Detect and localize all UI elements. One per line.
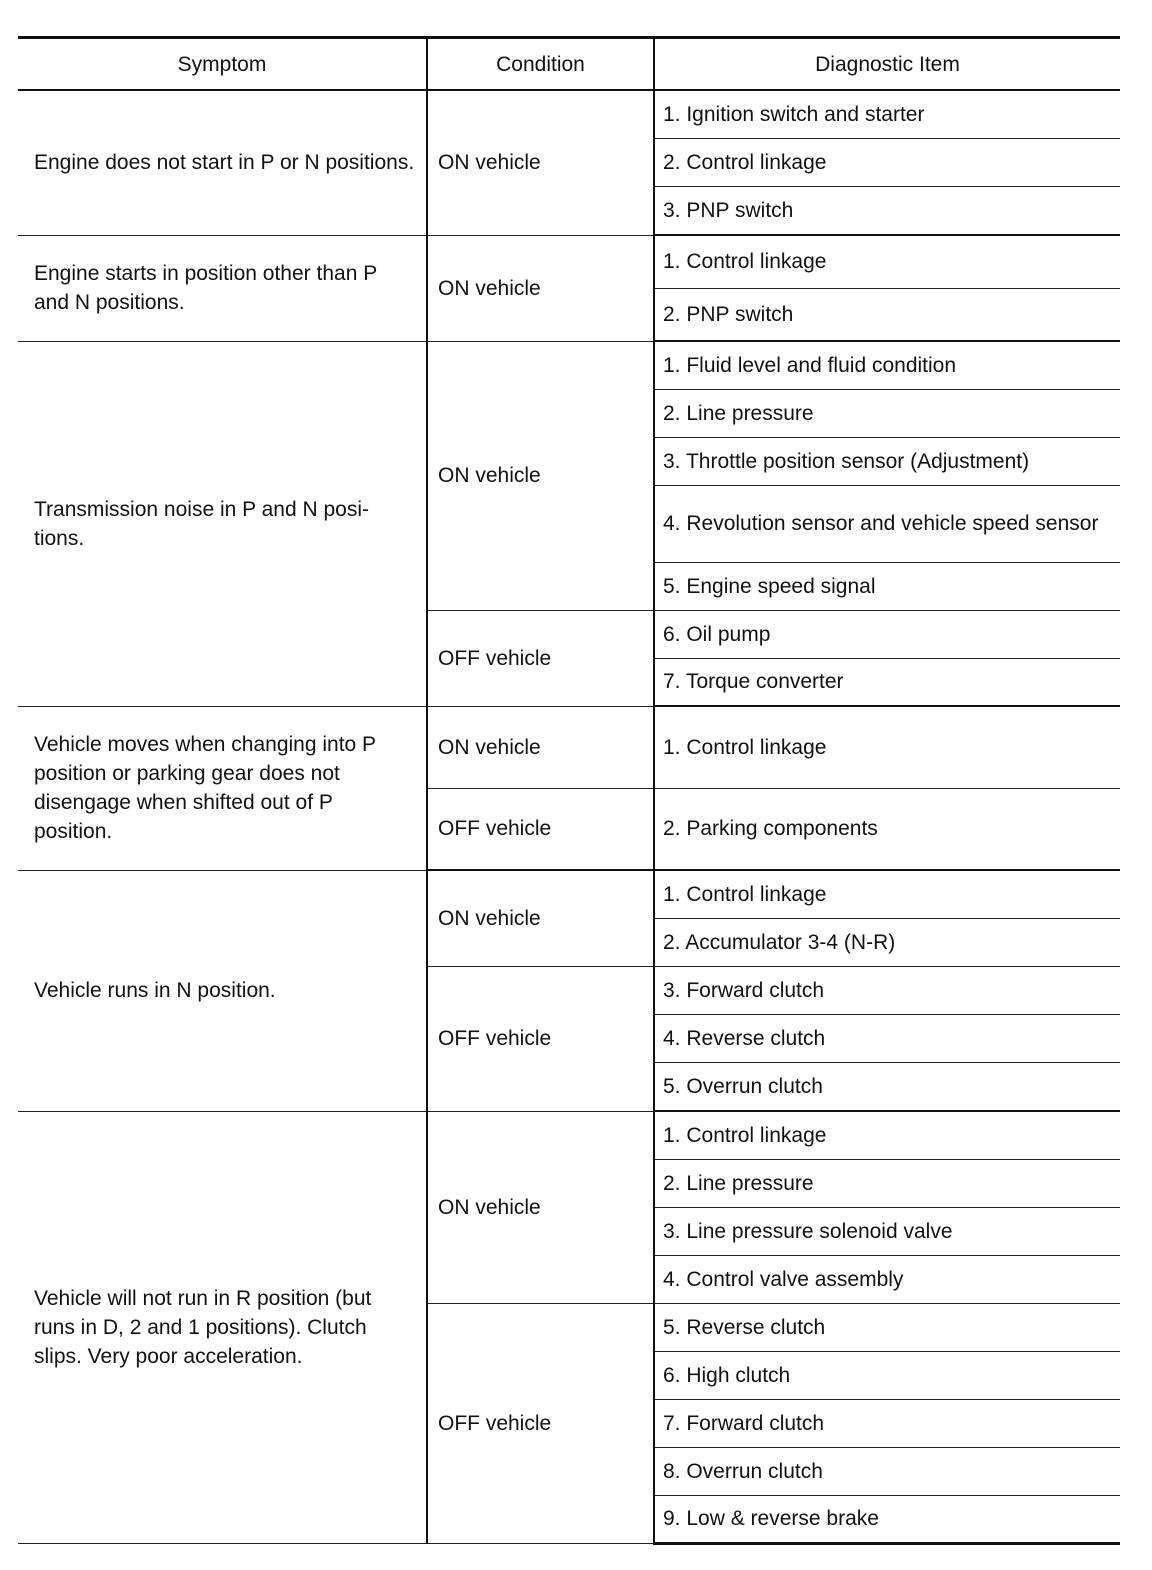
diagnostic-item-cell: 5. Engine speed signal (654, 562, 1120, 610)
condition-cell: ON vehicle (427, 235, 654, 341)
symptom-cell: Engine starts in position other than P and N positions. (18, 235, 427, 341)
diagnostic-item-cell: 3. Throttle position sensor (Adjustment) (654, 437, 1120, 485)
diagnostic-item-cell: 4. Reverse clutch (654, 1014, 1120, 1062)
header-condition: Condition (427, 38, 654, 91)
diagnostic-item-cell: 6. High clutch (654, 1351, 1120, 1399)
diagnostic-item-cell: 2. Line pressure (654, 1159, 1120, 1207)
table-row (18, 870, 1120, 918)
table-row (18, 341, 1120, 389)
diagnostic-item-cell: 3. Line pressure solenoid valve (654, 1207, 1120, 1255)
diagnostic-item-cell: 7. Forward clutch (654, 1399, 1120, 1447)
symptom-cell: Vehicle moves when changing into P position or parking gear does not disengage when shifted out of P position. (18, 706, 427, 870)
diagnostic-item-cell: 2. PNP switch (654, 288, 1120, 341)
diagnostic-item-cell: 3. PNP switch (654, 186, 1120, 235)
condition-cell: ON vehicle (427, 90, 654, 235)
condition-cell: ON vehicle (427, 706, 654, 788)
condition-cell: OFF vehicle (427, 610, 654, 706)
header-symptom: Symptom (18, 38, 427, 91)
symptom-cell: Vehicle runs in N position. (18, 870, 427, 1111)
header-row (18, 38, 1120, 91)
diagnostic-item-cell: 8. Overrun clutch (654, 1447, 1120, 1495)
condition-cell: OFF vehicle (427, 788, 654, 870)
diagnostic-item-cell: 9. Low & reverse brake (654, 1495, 1120, 1543)
diagnostic-item-cell: 6. Oil pump (654, 610, 1120, 658)
condition-cell: ON vehicle (427, 870, 654, 966)
diagnostic-item-cell: 1. Ignition switch and starter (654, 90, 1120, 138)
diagnostic-item-cell: 7. Torque converter (654, 658, 1120, 706)
diagnostic-item-cell: 2. Control linkage (654, 138, 1120, 186)
symptom-cell: Transmission noise in P and N posi-tions. (18, 341, 427, 706)
diagnostic-item-cell: 5. Overrun clutch (654, 1062, 1120, 1111)
diagnostic-item-cell: 5. Reverse clutch (654, 1303, 1120, 1351)
symptom-cell: Engine does not start in P or N positions. (18, 90, 427, 235)
condition-cell: ON vehicle (427, 1111, 654, 1303)
diagnostic-item-cell: 1. Control linkage (654, 235, 1120, 288)
diagnostic-item-cell: 4. Revolution sensor and vehicle speed sensor (654, 485, 1120, 562)
diagnostic-item-cell: 1. Control linkage (654, 870, 1120, 918)
table-row (18, 1111, 1120, 1159)
table-row (18, 706, 1120, 788)
diagnostic-item-cell: 2. Parking components (654, 788, 1120, 870)
diagnostic-item-cell: 1. Control linkage (654, 706, 1120, 788)
document-page (18, 36, 1120, 1545)
diagnostic-item-cell: 2. Accumulator 3-4 (N-R) (654, 918, 1120, 966)
condition-cell: ON vehicle (427, 341, 654, 610)
diagnostic-item-cell: 3. Forward clutch (654, 966, 1120, 1014)
table-row (18, 235, 1120, 288)
table-row (18, 90, 1120, 138)
diagnostic-item-cell: 2. Line pressure (654, 389, 1120, 437)
diagnostic-item-cell: 1. Control linkage (654, 1111, 1120, 1159)
diagnostic-item-cell: 4. Control valve assembly (654, 1255, 1120, 1303)
header-diagnostic-item: Diagnostic Item (654, 38, 1120, 91)
diagnosis-table (18, 36, 1120, 1545)
symptom-cell: Vehicle will not run in R position (but runs in D, 2 and 1 positions). Clutch slips. Very poor acceleration. (18, 1111, 427, 1543)
table-header (18, 38, 1120, 91)
table-body (18, 90, 1120, 1543)
diagnostic-item-cell: 1. Fluid level and fluid condition (654, 341, 1120, 389)
condition-cell: OFF vehicle (427, 966, 654, 1111)
condition-cell: OFF vehicle (427, 1303, 654, 1543)
